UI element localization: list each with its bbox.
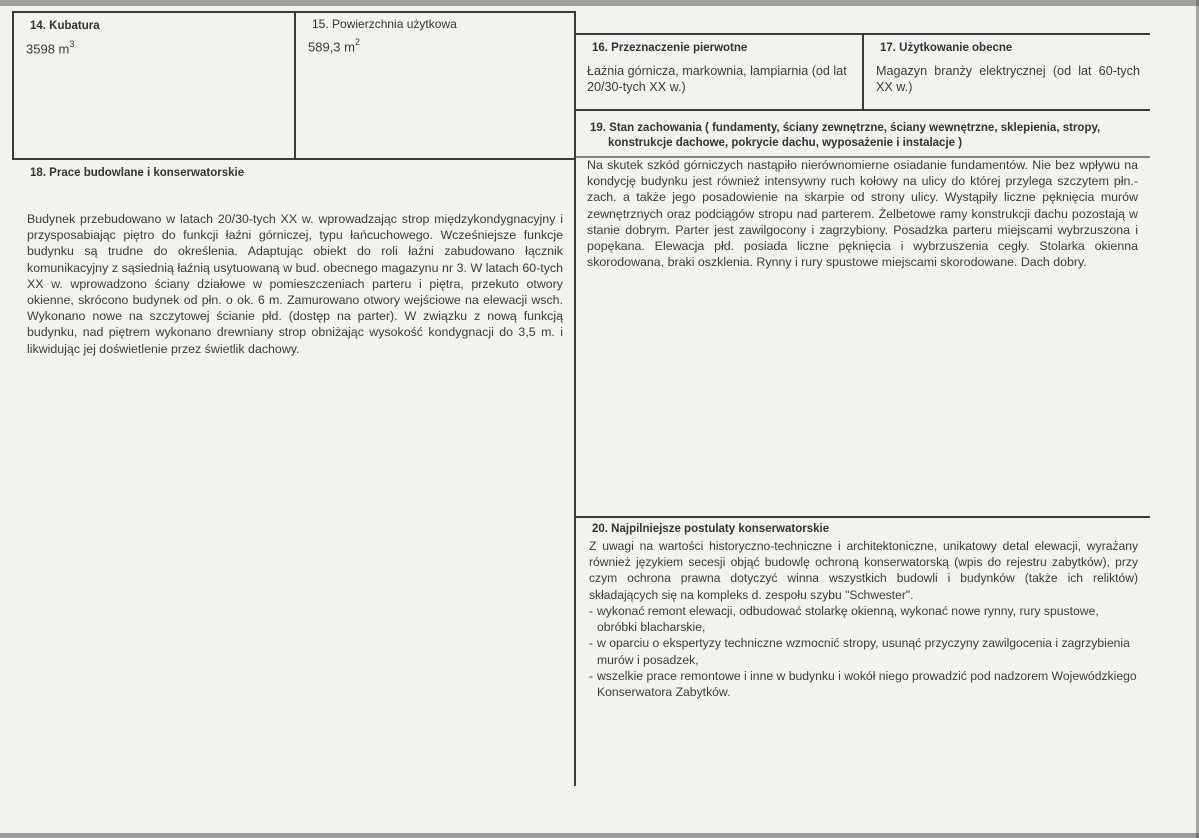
postulaty-intro: Z uwagi na wartości historyczno-techniczne i architektoniczne, unikatowy detal elewacji, wyrażany również językiem secesji objąć budowlę ochroną konserwatorską (wpis do rejestru zabytków), przy czym ochrona prawna dotyczyć winna wszystkich budowli i budynków (także ich reliktów) składających się na kompleks d. zespołu szybu "Schwester". <box>589 539 1138 602</box>
divider <box>862 33 864 111</box>
prace-budowlane-text: Budynek przebudowano w latach 20/30-tych XX w. wprowadzając strop międzykondygnacyjny i przysposabiając piętro do funkcji łaźni górniczej, typu łańcuchowego. Wcześniejsze funkcje budynku są trudne do określenia. Adaptując obiekt do roli łaźni zabudowano łącznik komunikacyjny z sąsiednią łaźnią usytuowaną w bud. obecnego magazynu nr 3. W latach 60-tych XX w. wprowadzono ściany działowe w pomieszczeniach parteru i piętra, przekuto otwory okienne, skrócono budynek od płn. o ok. 6 m. Zamurowano otwory wejściowe na elewacji wsch. Wykonano nowe na szczytowej ścianie płd. (dostęp na parter). W związku z nową funkcją budynku, nad piętrem wykonano drewniany strop obniżając wysokość kondygnacji do 3,5 m. i likwidując jej doświetlenie przez świetlik dachowy. <box>27 212 563 356</box>
list-item: - wykonać remont elewacji, odbudować stolarkę okienną, wykonać nowe rynny, rury spustowe, obróbki blacharskie, <box>589 604 1099 635</box>
stan-zachowania-text: Na skutek szkód górniczych nastąpiło nierównomierne osiadanie fundamentów. Nie bez wpływu na kondycję budynku jest również intensywny ruch kołowy na ulicy do której przylega szczytem płn.-zach. a także jego posadowienie na skarpie od strony ulicy. Wystąpiły liczne pęknięcia murów zewnętrznych oraz podciągów stropu nad parterem. Żelbetowe ramy konstrukcji dachu pozostają w stanie dobrym. Parter jest zawilgocony i zagrzybiony. Posadzka parteru miejscami wybrzuszona i popękana. Elewacja płd. posiada liczne pęknięcia i wybrzuszenia cegły. Stolarka okienna skorodowana, braki oszklenia. Rynny i rury spustowe miejscami skorodowane. Dach dobry. <box>587 158 1138 270</box>
divider <box>12 158 575 160</box>
powierzchnia-label: 15. Powierzchnia użytkowa <box>312 17 457 31</box>
przeznaczenie-label: 16. Przeznaczenie pierwotne <box>592 42 748 54</box>
stan-zachowania-label: 19. Stan zachowania ( fundamenty, ściany zewnętrzne, ściany wewnętrzne, sklepienia, stropy, konstrukcje dachowe, pokrycie dachu, wyposażenie i instalacje ) <box>590 122 1101 149</box>
divider <box>12 11 14 159</box>
divider <box>12 11 574 13</box>
list-item: - wszelkie prace remontowe i inne w budynku i wokół niego prowadzić pod nadzorem Wojewódzkiego Konserwatora Zabytków. <box>589 668 1137 700</box>
divider <box>574 11 576 786</box>
przeznaczenie-value: Łaźnia górnicza, markownia, lampiarnia (od lat 20/30-tych XX w.) <box>587 64 847 95</box>
kubatura-label: 14. Kubatura <box>30 20 100 32</box>
uzytkowanie-label: 17. Użytkowanie obecne <box>880 42 1013 54</box>
kubatura-value: 3598 $m^3$ <box>26 39 75 57</box>
postulaty-label: 20. Najpilniejsze postulaty konserwatorskie <box>592 523 830 535</box>
divider <box>575 516 1150 518</box>
divider <box>575 109 1150 111</box>
divider <box>294 11 296 159</box>
powierzchnia-value: 589,3 $m^2$ <box>308 37 360 55</box>
list-item: - w oparciu o ekspertyzy techniczne wzmocnić stropy, usunąć przyczyny zawilgocenia i zagrzybienia murów i posadzek, <box>589 636 1130 667</box>
prace-budowlane-label: 18. Prace budowlane i konserwatorskie <box>30 167 245 179</box>
postulaty-list <box>589 603 1138 700</box>
scan-edge-bottom <box>0 833 1199 838</box>
uzytkowanie-value: Magazyn branży elektrycznej (od lat 60-tych XX w.) <box>876 64 1140 95</box>
scan-edge-top <box>0 0 1199 6</box>
